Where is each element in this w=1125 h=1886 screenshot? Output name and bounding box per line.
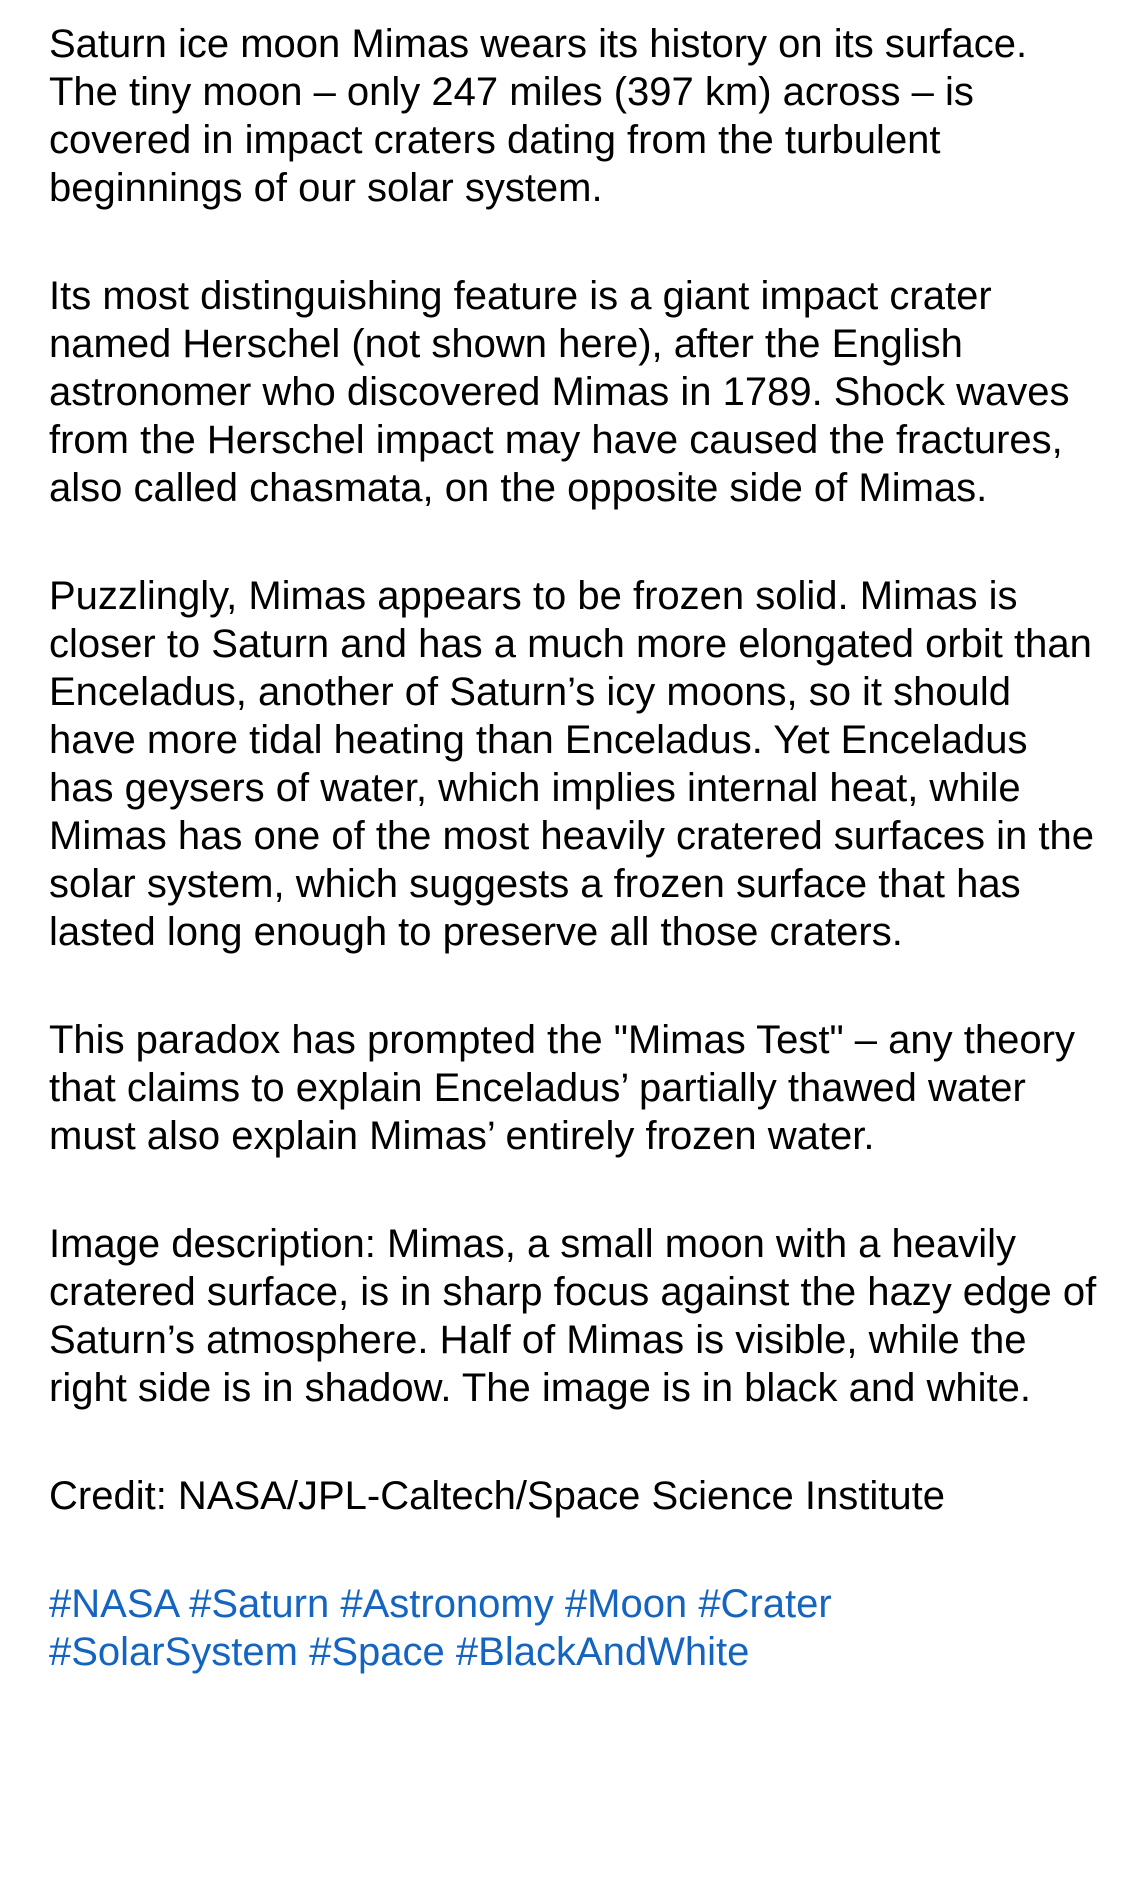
paragraph-credit: Credit: NASA/JPL-Caltech/Space Science Institute (49, 1474, 945, 1518)
paragraph-image-description: Image description: Mimas, a small moon with a heavily cratered surface, is in sharp focus against the hazy edge of Saturn’s atmosphere. Half of Mimas is visible, while the right side is in shadow. The image is in black and white. (49, 1222, 1097, 1410)
post-body (49, 20, 1099, 1676)
paragraph-mimas-test: This paradox has prompted the "Mimas Test" – any theory that claims to explain Enceladus’ partially thawed water must also explain Mimas’ entirely frozen water. (49, 1018, 1075, 1158)
hashtag-list (49, 1580, 1099, 1676)
hashtag-nasa[interactable]: #NASA (49, 1582, 178, 1626)
paragraph-frozen: Puzzlingly, Mimas appears to be frozen solid. Mimas is closer to Saturn and has a much more elongated orbit than Enceladus, another of Saturn’s icy moons, so it should have more tidal heating than Enceladus. Yet Enceladus has geysers of water, which implies internal heat, while Mimas has one of the most heavily cratered surfaces in the solar system, which suggests a frozen surface that has lasted long enough to preserve all those craters. (49, 574, 1094, 954)
hashtag-saturn[interactable]: #Saturn (189, 1582, 330, 1626)
hashtag-space[interactable]: #Space (309, 1630, 445, 1674)
hashtag-crater[interactable]: #Crater (698, 1582, 832, 1626)
hashtag-blackandwhite[interactable]: #BlackAndWhite (455, 1630, 750, 1674)
paragraph-herschel: Its most distinguishing feature is a giant impact crater named Herschel (not shown here), after the English astronomer who discovered Mimas in 1789. Shock waves from the Herschel impact may have caused the fractures, also called chasmata, on the opposite side of Mimas. (49, 274, 1070, 510)
hashtag-astronomy[interactable]: #Astronomy (340, 1582, 554, 1626)
hashtag-solarsystem[interactable]: #SolarSystem (49, 1630, 298, 1674)
hashtag-moon[interactable]: #Moon (564, 1582, 688, 1626)
paragraph-intro: Saturn ice moon Mimas wears its history on its surface. The tiny moon – only 247 miles (397 km) across – is covered in impact craters dating from the turbulent beginnings of our solar system. (49, 22, 1028, 210)
